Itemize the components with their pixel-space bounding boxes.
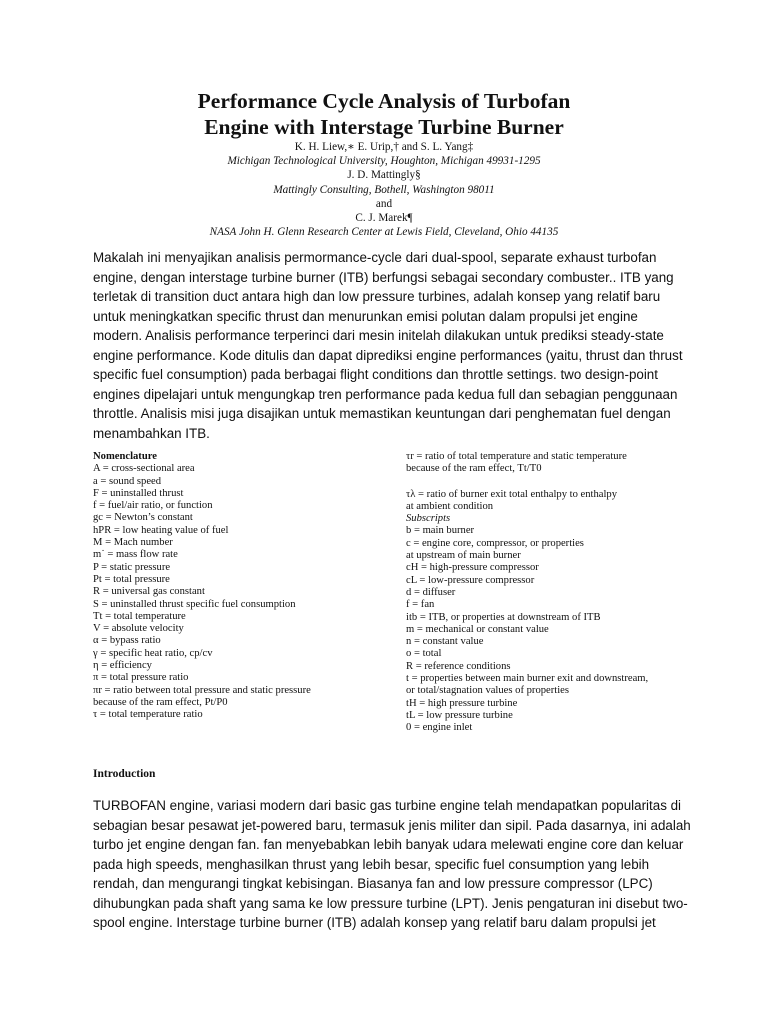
introduction-line: rendah, dan mengurangi tingkat kebisingan. Biasanya fan and low pressure compressor (LPC) bbox=[93, 876, 653, 891]
subscript-entry: c = engine core, compressor, or properties bbox=[406, 537, 584, 549]
nomenclature-entry: S = uninstalled thrust specific fuel consumption bbox=[93, 598, 296, 610]
nomenclature-entry: τr = ratio of total temperature and static temperature bbox=[406, 451, 627, 462]
introduction-heading: Introduction bbox=[93, 768, 156, 780]
affiliation-line: Mattingly Consulting, Bothell, Washington 98011 bbox=[273, 183, 495, 196]
nomenclature-entry: Tt = total temperature bbox=[93, 610, 186, 622]
abstract bbox=[93, 248, 703, 443]
abstract-line: engines dipelajari untuk mengungkap tren performance pada kedua full dan sebagian penggunaan bbox=[93, 386, 678, 402]
nomenclature-entry: α = bypass ratio bbox=[93, 635, 161, 647]
introduction-line: dihubungkan pada shaft yang sama ke low pressure turbine (LPT). Jenis pengaturan ini disebut two- bbox=[93, 895, 688, 911]
nomenclature-entry: γ = specific heat ratio, cp/cv bbox=[93, 647, 213, 659]
nomenclature-entry: at ambient condition bbox=[406, 500, 494, 512]
introduction-line: spool engine. Interstage turbine burner (ITB) adalah konsep yang relatif baru dalam propulsi jet bbox=[93, 915, 656, 930]
nomenclature-entry: m˙ = mass flow rate bbox=[93, 549, 178, 561]
subscript-entry: t = properties between main burner exit and downstream, bbox=[406, 673, 649, 685]
abstract-line: engine, dengan interstage turbine burner (ITB) berfungsi sebagai secondary combuster.. ITB yang bbox=[93, 269, 674, 285]
subscript-entry: o = total bbox=[406, 648, 442, 660]
subscripts-heading: Subscripts bbox=[406, 513, 451, 525]
subscript-entry: R = reference conditions bbox=[406, 660, 511, 672]
introduction-body bbox=[93, 796, 703, 933]
paper-title bbox=[0, 88, 768, 140]
abstract-line: untuk meningkatkan specific thrust dan menurunkan emisi polutan dalam propulsi jet engine bbox=[93, 308, 638, 324]
nomenclature-entry: πr = ratio between total pressure and static pressure bbox=[93, 684, 311, 696]
introduction-line: TURBOFAN engine, variasi modern dari basic gas turbine engine telah mendapatkan popularitas di bbox=[93, 798, 682, 813]
subscript-entry: itb = ITB, or properties at downstream of ITB bbox=[406, 611, 601, 623]
subscript-entry: cL = low-pressure compressor bbox=[406, 574, 535, 586]
nomenclature-entry: M = Mach number bbox=[93, 537, 173, 549]
title-line: Engine with Interstage Turbine Burner bbox=[204, 115, 564, 139]
author-line: C. J. Marek¶ bbox=[355, 212, 413, 225]
introduction-line: turbo jet engine dengan fan. fan menyebabkan lebih banyak udara melewati engine core dan keluar bbox=[93, 837, 684, 852]
nomenclature-entry: η = efficiency bbox=[93, 660, 152, 672]
author-conjunction: and bbox=[375, 197, 393, 210]
abstract-line: engine performance. Kode ditulis dan dapat diprediksi engine performances (yaitu, thrust dan thrust bbox=[93, 347, 683, 363]
nomenclature-left-column bbox=[93, 451, 393, 722]
nomenclature-entry: π = total pressure ratio bbox=[93, 672, 189, 684]
abstract-line: specific fuel consumption) pada berbagai flight conditions dan throttle settings. two design-point bbox=[93, 367, 658, 382]
nomenclature-entry: τ = total temperature ratio bbox=[93, 709, 203, 721]
abstract-line: throttle. Analisis misi juga disajikan untuk memastikan keuntungan dari penghematan fuel dengan bbox=[93, 406, 671, 421]
introduction-line: sebagian besar pesawat jet-powered baru, termasuk jenis militer dan sipil. Pada dasarnya, ini adalah bbox=[93, 817, 691, 833]
nomenclature-entry: A = cross-sectional area bbox=[93, 463, 195, 475]
nomenclature-entry: Pt = total pressure bbox=[93, 573, 170, 585]
subscript-entry: m = mechanical or constant value bbox=[406, 623, 549, 635]
abstract-line: terletak di transition duct antara high dan low pressure turbines, adalah konsep yang relatif baru bbox=[93, 289, 661, 304]
nomenclature-entry: P = static pressure bbox=[93, 561, 171, 573]
nomenclature-entry: F = uninstalled thrust bbox=[93, 487, 184, 499]
nomenclature-entry: V = absolute velocity bbox=[93, 623, 184, 635]
title-line: Performance Cycle Analysis of Turbofan bbox=[197, 89, 571, 113]
subscript-entry: or total/stagnation values of properties bbox=[406, 685, 569, 697]
author-line: J. D. Mattingly§ bbox=[347, 169, 421, 182]
nomenclature-entry: τλ = ratio of burner exit total enthalpy to enthalpy bbox=[406, 488, 618, 500]
nomenclature-right-column bbox=[406, 451, 706, 735]
nomenclature-entry: because of the ram effect, Pt/P0 bbox=[93, 696, 228, 708]
subscript-entry: f = fan bbox=[406, 599, 435, 611]
author-block bbox=[0, 140, 768, 239]
author-line: K. H. Liew,∗ E. Urip,† and S. L. Yang‡ bbox=[294, 141, 474, 153]
nomenclature-entry: hPR = low heating value of fuel bbox=[93, 524, 229, 536]
nomenclature-heading: Nomenclature bbox=[93, 451, 157, 462]
nomenclature-entry: because of the ram effect, Tt/T0 bbox=[406, 463, 542, 475]
subscript-entry: b = main burner bbox=[406, 525, 475, 537]
abstract-line: Makalah ini menyajikan analisis permormance-cycle dari dual-spool, separate exhaust turbofan bbox=[93, 250, 657, 265]
subscript-entry: tL = low pressure turbine bbox=[406, 709, 513, 721]
nomenclature-entry: a = sound speed bbox=[93, 475, 162, 487]
subscript-entry: d = diffuser bbox=[406, 586, 456, 598]
subscript-entry: 0 = engine inlet bbox=[406, 722, 473, 734]
abstract-line: modern. Analisis performance terperinci dari mesin initelah dilakukan untuk prediksi steady-state bbox=[93, 328, 664, 343]
nomenclature-entry: gc = Newton’s constant bbox=[93, 512, 193, 524]
nomenclature-entry: f = fuel/air ratio, or function bbox=[93, 500, 213, 512]
affiliation-line: NASA John H. Glenn Research Center at Lewis Field, Cleveland, Ohio 44135 bbox=[209, 226, 559, 239]
subscript-entry: tH = high pressure turbine bbox=[406, 697, 518, 709]
abstract-line: menambahkan ITB. bbox=[93, 425, 210, 441]
nomenclature-entry: R = universal gas constant bbox=[93, 586, 205, 598]
affiliation-line: Michigan Technological University, Houghton, Michigan 49931-1295 bbox=[227, 155, 541, 168]
subscript-entry: at upstream of main burner bbox=[406, 550, 521, 562]
subscript-entry: n = constant value bbox=[406, 636, 484, 648]
introduction-line: pada high speeds, menghasilkan thrust yang lebih besar, specific fuel consumption yang lebih bbox=[93, 856, 650, 872]
subscript-entry: cH = high-pressure compressor bbox=[406, 562, 539, 574]
